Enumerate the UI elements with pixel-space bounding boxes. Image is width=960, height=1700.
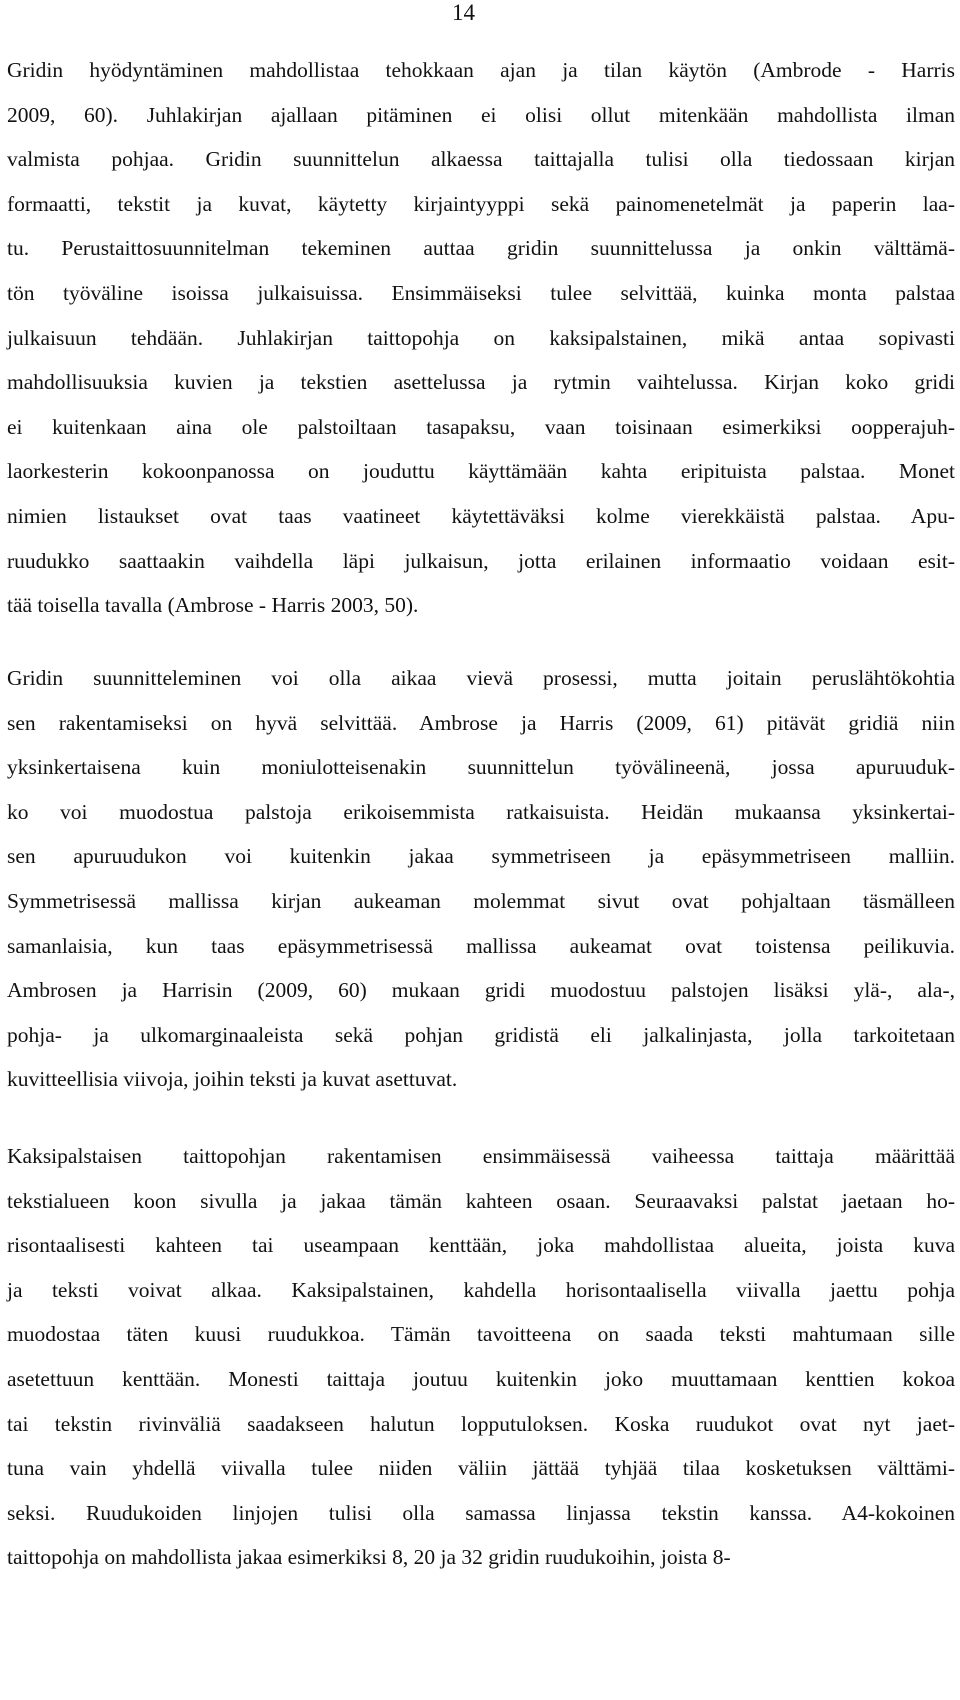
text-line: ruudukko saattaakin vaihdella läpi julkaisun, jotta erilainen informaatio voidaan esit- xyxy=(7,548,955,573)
text-line: tuna vain yhdellä viivalla tulee niiden väliin jättää tyhjää tilaa kosketuksen välttämi- xyxy=(7,1456,955,1481)
text-line: ko voi muodostua palstoja erikoisemmista ratkaisuista. Heidän mukaansa yksinkertai- xyxy=(7,799,955,824)
text-line: laorkesterin kokoonpanossa on jouduttu käyttämään kahta eripituista palstaa. Monet xyxy=(7,459,955,484)
page-number: 14 xyxy=(452,0,475,25)
text-line: seksi. Ruudukoiden linjojen tulisi olla samassa linjassa tekstin kanssa. A4-kokoinen xyxy=(7,1500,955,1525)
text-line: valmista pohjaa. Gridin suunnittelun alkaessa taittajalla tulisi olla tiedossaan kirjan xyxy=(7,147,955,172)
text-line: tu. Perustaittosuunnitelman tekeminen auttaa gridin suunnittelussa ja onkin välttämä- xyxy=(7,236,955,261)
text-line: formaatti, tekstit ja kuvat, käytetty kirjaintyyppi sekä painomenetelmät ja paperin laa- xyxy=(7,191,955,216)
text-line: sen apuruudukon voi kuitenkin jakaa symmetriseen ja epäsymmetriseen malliin. xyxy=(7,844,955,869)
text-line: ja teksti voivat alkaa. Kaksipalstainen, kahdella horisontaalisella viivalla jaettu pohja xyxy=(7,1277,955,1302)
text-line: 2009, 60). Juhlakirjan ajallaan pitäminen ei olisi ollut mitenkään mahdollista ilman xyxy=(7,102,955,127)
text-line: nimien listaukset ovat taas vaatineet käytettäväksi kolme vierekkäistä palstaa. Apu- xyxy=(7,503,955,528)
text-line: tön työväline isoissa julkaisuissa. Ensimmäiseksi tulee selvittää, kuinka monta palstaa xyxy=(7,280,955,305)
text-line: taittopohja on mahdollista jakaa esimerkiksi 8, 20 ja 32 gridin ruudukoihin, joista 8- xyxy=(7,1545,731,1570)
text-line: Symmetrisessä mallissa kirjan aukeaman molemmat sivut ovat pohjaltaan täsmälleen xyxy=(7,888,955,913)
text-line: yksinkertaisena kuin moniulotteisenakin suunnittelun työvälineenä, jossa apuruuduk- xyxy=(7,755,955,780)
text-line: tää toisella tavalla (Ambrose - Harris 2003, 50). xyxy=(7,593,419,618)
text-line: risontaalisesti kahteen tai useampaan kenttään, joka mahdollistaa alueita, joista kuva xyxy=(7,1233,955,1258)
paragraph-2 xyxy=(7,656,955,1102)
text-line: tai tekstin rivinväliä saadakseen halutun lopputuloksen. Koska ruudukot ovat nyt jaet- xyxy=(7,1411,955,1436)
paragraph-3 xyxy=(7,1134,955,1580)
paragraph-1 xyxy=(7,48,955,628)
text-line: Gridin hyödyntäminen mahdollistaa tehokkaan ajan ja tilan käytön (Ambrode - Harris xyxy=(7,58,955,82)
text-line: Kaksipalstaisen taittopohjan rakentamisen ensimmäisessä vaiheessa taittaja määrittää xyxy=(7,1144,955,1168)
text-line: samanlaisia, kun taas epäsymmetrisessä mallissa aukeamat ovat toistensa peilikuvia. xyxy=(7,933,955,958)
text-line: Ambrosen ja Harrisin (2009, 60) mukaan gridi muodostuu palstojen lisäksi ylä-, ala-, xyxy=(7,978,955,1003)
text-line: asetettuun kenttään. Monesti taittaja joutuu kuitenkin joko muuttamaan kenttien kokoa xyxy=(7,1366,955,1391)
text-line: kuvitteellisia viivoja, joihin teksti ja kuvat asettuvat. xyxy=(7,1067,458,1092)
text-line: tekstialueen koon sivulla ja jakaa tämän kahteen osaan. Seuraavaksi palstat jaetaan ho- xyxy=(7,1188,955,1213)
text-line: sen rakentamiseksi on hyvä selvittää. Ambrose ja Harris (2009, 61) pitävät gridiä niin xyxy=(7,710,955,735)
text-line: pohja- ja ulkomarginaaleista sekä pohjan gridistä eli jalkalinjasta, jolla tarkoitetaan xyxy=(7,1022,955,1047)
text-line: Gridin suunnitteleminen voi olla aikaa vievä prosessi, mutta joitain peruslähtökohtia xyxy=(7,666,955,690)
text-line: julkaisuun tehdään. Juhlakirjan taittopohja on kaksipalstainen, mikä antaa sopivasti xyxy=(7,325,955,350)
text-line: muodostaa täten kuusi ruudukkoa. Tämän tavoitteena on saada teksti mahtumaan sille xyxy=(7,1322,955,1347)
text-line: mahdollisuuksia kuvien ja tekstien asettelussa ja rytmin vaihtelussa. Kirjan koko gridi xyxy=(7,370,955,395)
text-line: ei kuitenkaan aina ole palstoiltaan tasapaksu, vaan toisinaan esimerkiksi oopperajuh- xyxy=(7,414,955,439)
